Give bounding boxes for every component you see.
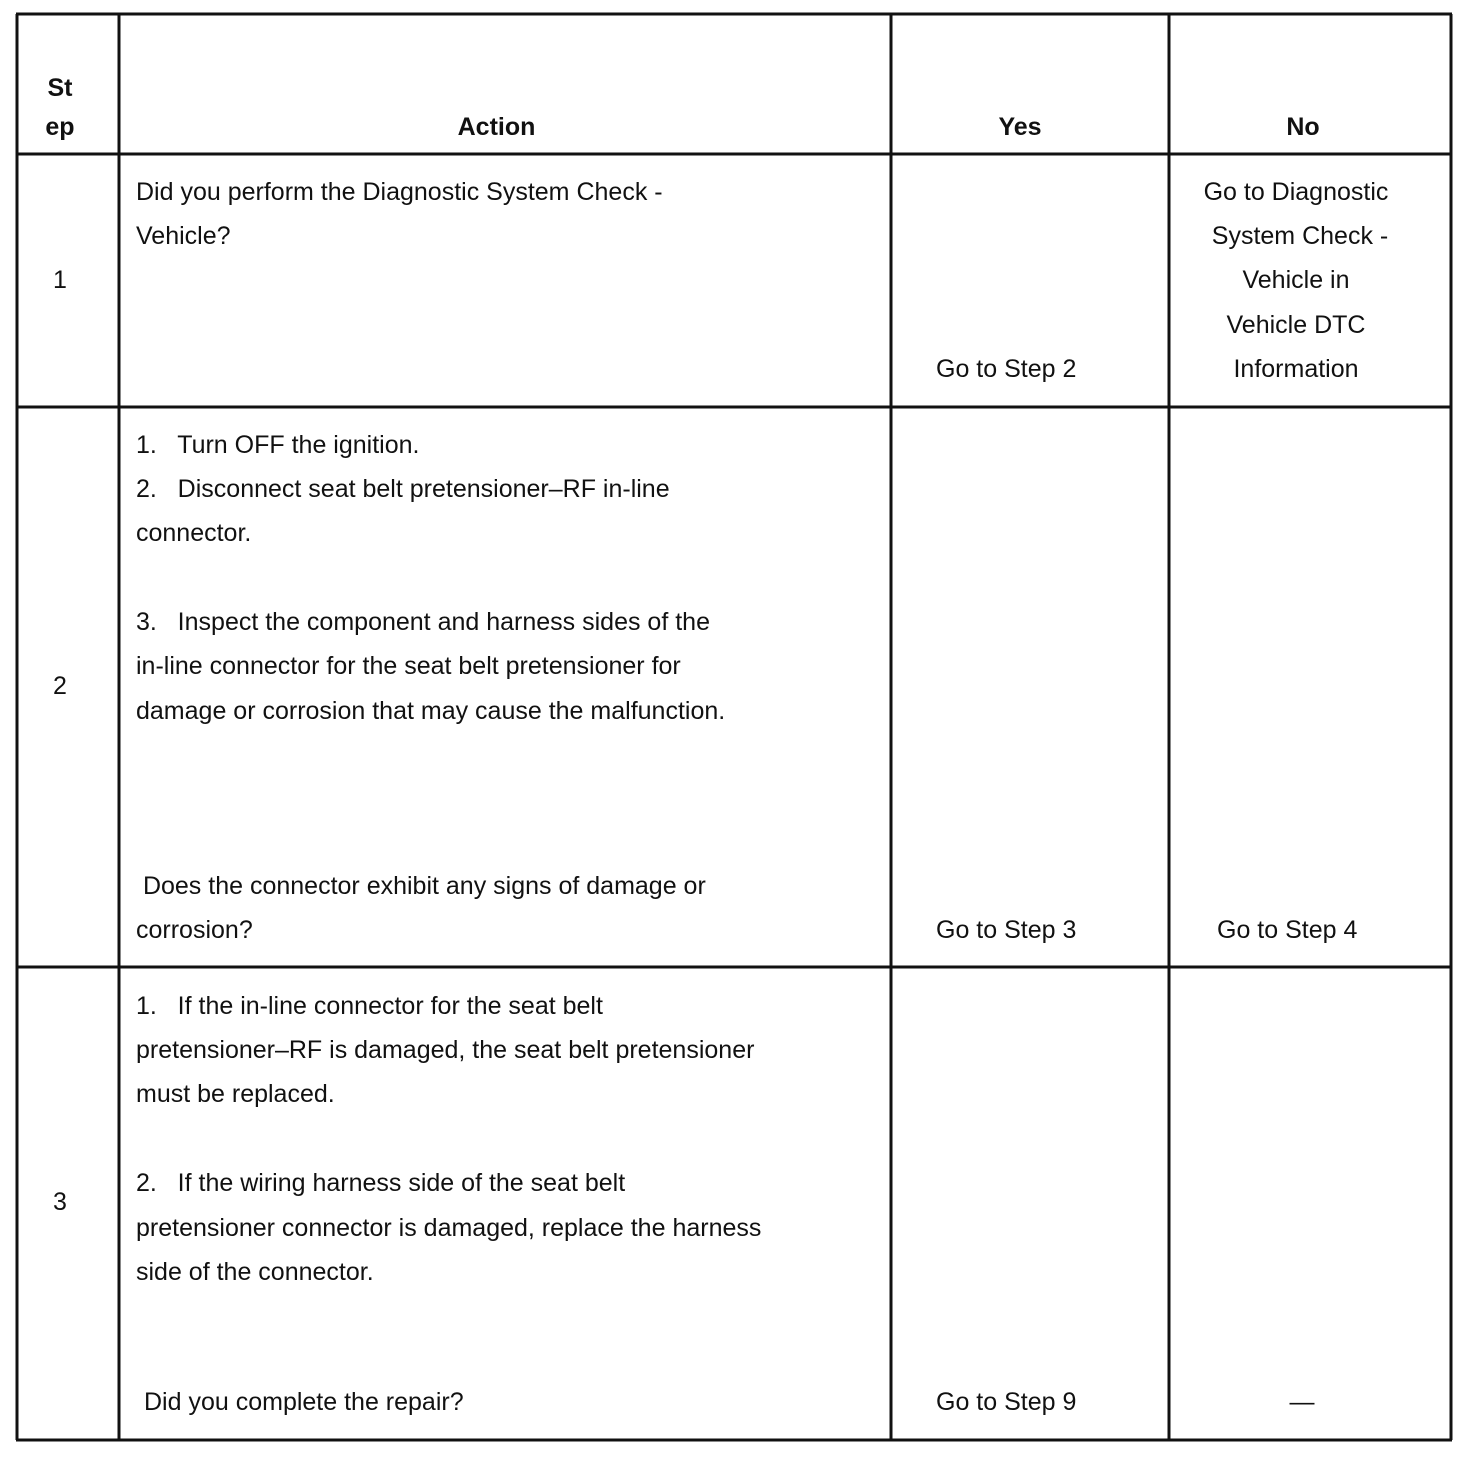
header-step-line2: ep [45,113,75,141]
question-line: Did you complete the repair? [144,1388,464,1416]
no-outcome-line: Information [1233,355,1359,383]
action-line: 2. If the wiring harness side of the seat belt [136,1169,626,1197]
action-line: 3. Inspect the component and harness sides of the [136,608,710,636]
header-yes: Yes [998,113,1042,141]
header-step-line1: St [47,74,73,102]
header-action: Action [457,113,536,141]
no-outcome: — [1289,1388,1315,1416]
action-line: side of the connector. [136,1258,374,1286]
step-number: 1 [53,266,67,294]
question-line: corrosion? [136,916,253,944]
yes-outcome: Go to Step 9 [936,1388,1077,1416]
action-line: must be replaced. [136,1080,335,1108]
action-line: damage or corrosion that may cause the malfunction. [136,697,726,725]
question-line: Does the connector exhibit any signs of damage or [136,872,706,900]
yes-outcome: Go to Step 3 [936,916,1077,944]
action-line: 1. If the in-line connector for the seat belt [136,992,603,1020]
header-no: No [1286,113,1320,141]
no-outcome-line: Vehicle in [1242,266,1350,294]
action-line: connector. [136,519,252,547]
action-line: in-line connector for the seat belt pretensioner for [136,652,681,680]
action-line: pretensioner connector is damaged, replace the harness [136,1214,762,1242]
no-outcome-line: Vehicle DTC [1226,311,1366,339]
no-outcome: Go to Step 4 [1217,916,1358,944]
action-line: 2. Disconnect seat belt pretensioner–RF in-line [136,475,670,503]
action-line: 1. Turn OFF the ignition. [136,431,420,459]
action-line: Did you perform the Diagnostic System Check - [136,178,663,206]
no-outcome-line: Go to Diagnostic [1203,178,1389,206]
action-line: pretensioner–RF is damaged, the seat belt pretensioner [136,1036,755,1064]
step-number: 2 [53,672,67,700]
step-number: 3 [53,1188,67,1216]
action-line: Vehicle? [136,222,231,250]
yes-outcome: Go to Step 2 [936,355,1077,383]
no-outcome-line: System Check - [1211,222,1389,250]
